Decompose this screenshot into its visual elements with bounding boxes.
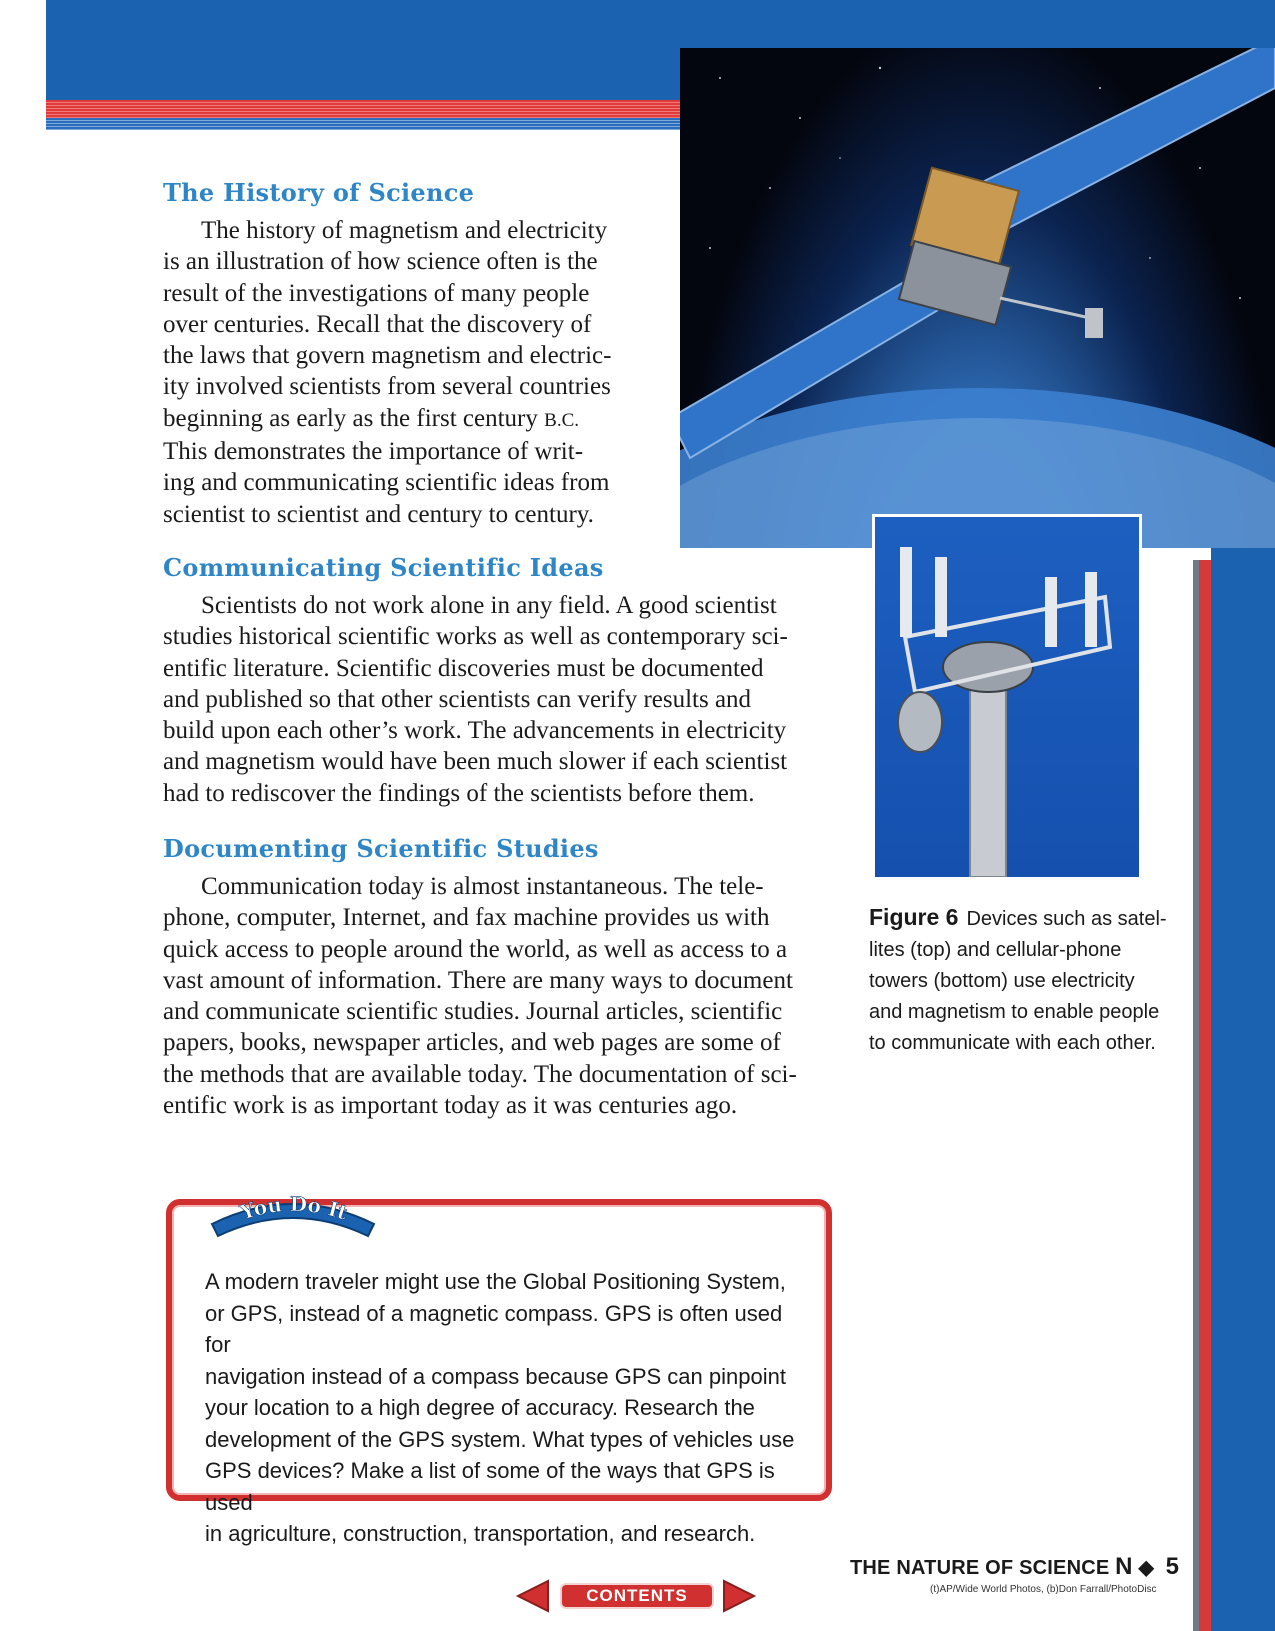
running-footer <box>850 1553 1179 1581</box>
right-red-bar <box>1199 560 1211 1631</box>
page-number: 5 <box>1165 1553 1180 1580</box>
prev-page-arrow-icon[interactable] <box>514 1578 550 1614</box>
history-of-science-body: The history of magnetism and electricity is an illustration of how science often is the result of the investigations of many people over centuries. Recall that the discovery of the laws that govern magnetism and electric- ity involved scientists from several countries beginning as early as the first century B.C. This demonstrates the importance of writ- ing and communicating scientific ideas from scientist to scientist and century to century. <box>163 217 612 528</box>
next-page-arrow-icon[interactable] <box>722 1578 758 1614</box>
you-do-it-banner-text: You Do It <box>237 1191 351 1225</box>
you-do-it-banner <box>208 1186 378 1238</box>
cell-tower-photo <box>872 514 1142 880</box>
figure-caption: Figure 6 Devices such as satel- lites (top) and cellular-phone towers (bottom) use electricity and magnetism to enable people to communicate with each other. <box>869 904 1167 1054</box>
right-blue-bar <box>1211 548 1275 1631</box>
documenting-studies-heading: Documenting Scientific Studies <box>163 834 599 863</box>
contents-navigation <box>514 1578 760 1614</box>
top-blue-stripe <box>46 118 680 130</box>
history-of-science-heading: The History of Science <box>163 178 475 207</box>
svg-text:You Do It <box>237 1192 352 1225</box>
top-red-stripe <box>46 100 680 118</box>
communicating-ideas-body: Scientists do not work alone in any field. A good scientist studies historical scientific works as well as contemporary sci- entific literature. Scientific discoveries must be documented and published so that other scientists can verify results and build upon each other’s work. The advancements in electricity and magnetism would have been much slower if each scientist had to rediscover the findings of the scientists before them. <box>163 592 788 807</box>
communicating-ideas-heading: Communicating Scientific Ideas <box>163 553 604 582</box>
satellite-photo <box>680 48 1275 548</box>
book-title: THE NATURE OF SCIENCE <box>850 1557 1110 1579</box>
photo-credit: (t)AP/Wide World Photos, (b)Don Farrall/PhotoDisc <box>930 1584 1157 1595</box>
contents-button[interactable]: CONTENTS <box>560 1583 714 1609</box>
right-gray-bar <box>1193 560 1199 1631</box>
figure-label: Figure 6 <box>869 904 959 930</box>
era-abbreviation: B.C. <box>544 409 579 431</box>
you-do-it-text: A modern traveler might use the Global Positioning System, or GPS, instead of a magnetic compass. GPS is often used for navigation instead of a compass because GPS can pinpoint your location to a high degree of accuracy. Research the development of the GPS system. What types of vehicles use GPS devices? Make a list of some of the ways that GPS is used in agriculture, construction, transportation, and research. <box>205 1269 795 1546</box>
section-letter: N <box>1115 1553 1133 1580</box>
documenting-studies-body: Communication today is almost instantaneous. The tele- phone, computer, Internet, and fax machine provides us with quick access to people around the world, as well as access to a vast amount of information. There are many ways to document and communicate scientific studies. Journal articles, scientific papers, books, newspaper articles, and web pages are some of the methods that are available today. The documentation of sci- entific work is as important today as it was centuries ago. <box>163 873 797 1120</box>
footer-separator: ◆ <box>1138 1557 1155 1579</box>
